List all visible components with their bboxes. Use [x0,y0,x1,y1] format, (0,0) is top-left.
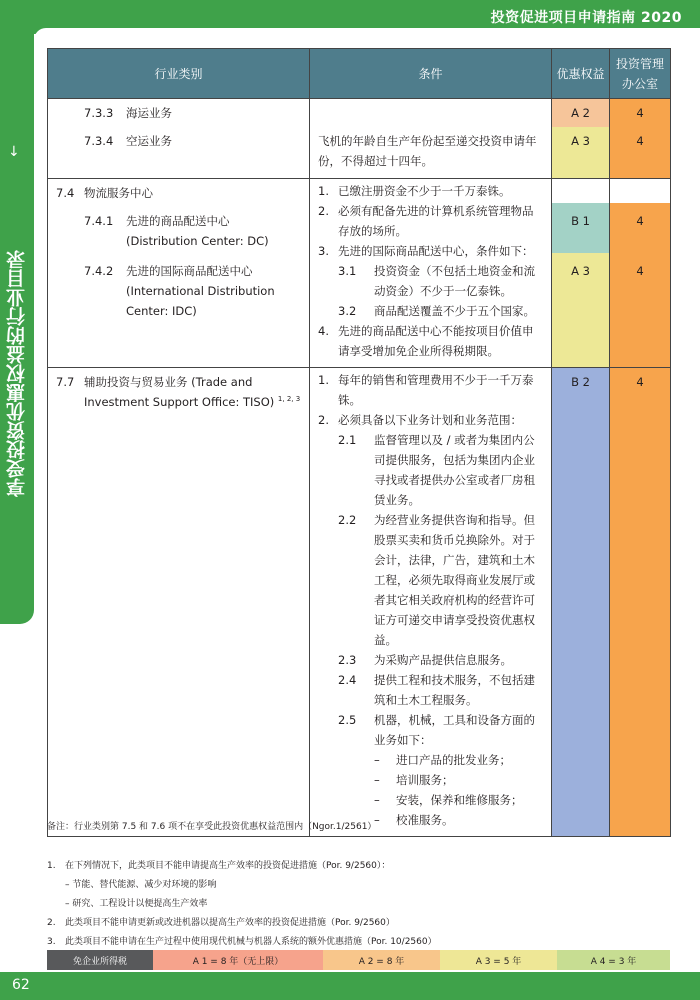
benefit-legend [47,950,670,970]
table-row [48,99,671,127]
table-row [48,179,671,368]
office-number: 4 [610,203,670,253]
office-number: 4 [610,99,671,127]
footnote-item: 1. 在下列情况下，此类项目不能申请提高生产效率的投资促进措施（Por. 9/2560）： [47,861,391,871]
legend-a4: A 4 = 3 年 [557,950,670,970]
office-number: 4 [610,127,671,179]
condition-item: 2. 必须有配备先进的计算机系统管理物品存放的场所。 [318,204,534,238]
benefit-badge: B 1 [552,203,609,253]
condition-item: 3. 先进的国际商品配送中心，条件如下： [318,244,534,258]
conditions-list [310,368,551,836]
condition-bullet: – 进口产品的批发业务； [374,753,511,767]
row-number: 7.3.4 [84,133,114,148]
condition-item: 2. 必须具备以下业务计划和业务范围： [318,413,522,427]
side-tab [0,34,40,972]
condition-bullet: – 安装，保养和维修服务； [374,793,523,807]
legend-a3: A 3 = 5 年 [440,950,557,970]
footnote-refs: 1, 2, 3 [277,395,301,404]
condition-subitem: 3.1 投资资金（不包括土地资金和流动资金）不少于一亿泰铢。 [338,264,535,298]
footnote-subitem: – 研究、工程设计以便提高生产效率 [65,899,208,909]
footnote-subitem: – 节能、替代能源、减少对环境的影响 [65,880,217,890]
office-number: 4 [610,368,671,837]
table-row [48,127,671,179]
row-number: 7.3.3 [84,106,114,120]
guide-title: 投资促进项目申请指南 2020 [490,10,682,26]
condition-subitem: 2.4 提供工程和技术服务，不包括建筑和土木工程服务。 [338,673,535,707]
header-divider-line [34,20,244,22]
benefit-badge: A 3 [552,253,609,367]
condition-subitem: 2.2 为经营业务提供咨询和指导。但股票买卖和货币兑换除外。对于会计，法律，广告，建筑和土木工程，必须先取得商业发展厅或者其它相关政府机构的经营许可证方可递交申请享受投资优惠权益。 [338,513,535,647]
footnote-item: 3. 此类项目不能申请在生产过程中使用现代机械与机器人系统的额外优惠措施（Por. 10/2560） [47,937,437,947]
sub-row-name: 先进的商品配送中心 (Distribution Center: DC) [126,214,269,248]
footnote-item: 2. 此类项目不能申请更新或改进机器以提高生产效率的投资促进措施（Por. 9/2560） [47,918,395,928]
condition-bullet: – 培训服务； [374,773,454,787]
benefit-badge: A 3 [552,127,610,179]
footnotes [47,818,670,952]
arrow-down-icon: ↓ [8,144,20,160]
condition-subitem: 2.1 监督管理以及 / 或者为集团内公司提供服务，包括为集团内企业寻找或者提供办公室或者厂房租赁业务。 [338,433,535,507]
condition-subitem: 3.2 商品配送覆盖不少于五个国家。 [338,304,535,318]
row-condition: 飞机的年龄自生产年份起至递交投资申请年份，不得超过十四年。 [318,133,537,168]
condition-item: 4. 先进的商品配送中心不能按项目价值申请享受增加免企业所得税期限。 [318,324,534,358]
bottom-footer-bar [0,972,700,1000]
header-benefit: 优惠权益 [552,49,610,99]
row-name: 物流服务中心 [84,186,153,200]
condition-bullet: – 校准服务。 [374,813,454,827]
row-number: 7.7 [56,375,75,389]
header-category: 行业类别 [48,49,310,99]
condition-item: 1. 已缴注册资金不少于一千万泰铢。 [318,184,511,198]
side-tab-label: 享受投资优惠权益的行业目录 [6,250,28,498]
legend-a2: A 2 = 8 年 [323,950,440,970]
legend-a1: A 1 = 8 年（无上限） [153,950,323,970]
condition-subitem: 2.5 机器，机械，工具和设备方面的业务如下： [338,713,535,747]
row-condition [310,99,552,127]
row-name: 海运业务 [126,106,172,120]
page-number: 62 [12,977,30,993]
table-header-row [48,49,671,99]
legend-exempt: 免企业所得税 [47,950,153,970]
sub-row-number: 7.4.1 [84,214,114,228]
side-tab-panel [0,34,34,624]
industry-table [47,48,671,837]
sub-row-number: 7.4.2 [84,264,114,278]
header-office-label: 投资管理办公室 [616,56,665,91]
sub-row-name: 先进的国际商品配送中心 (International Distribution Center: IDC) [126,264,275,318]
condition-item: 1. 每年的销售和管理费用不少于一千万泰铢。 [318,373,534,407]
office-number: 4 [610,253,670,367]
header-conditions: 条件 [310,49,552,99]
remark-note: 备注：行业类别第 7.5 和 7.6 项不在享受此投资优惠权益范围内（Ngor.1/2561） [47,822,377,832]
condition-subitem: 2.3 为采购产品提供信息服务。 [338,653,512,667]
header-office [610,49,671,99]
row-name: 空运业务 [126,133,172,148]
row-name: 辅助投资与贸易业务 (Trade and Investment Support Office: TISO) [84,375,275,409]
table-row [48,368,671,837]
conditions-list [310,179,551,365]
benefit-badge: A 2 [552,99,610,127]
benefit-badge: B 2 [552,368,610,837]
row-number: 7.4 [56,186,75,200]
